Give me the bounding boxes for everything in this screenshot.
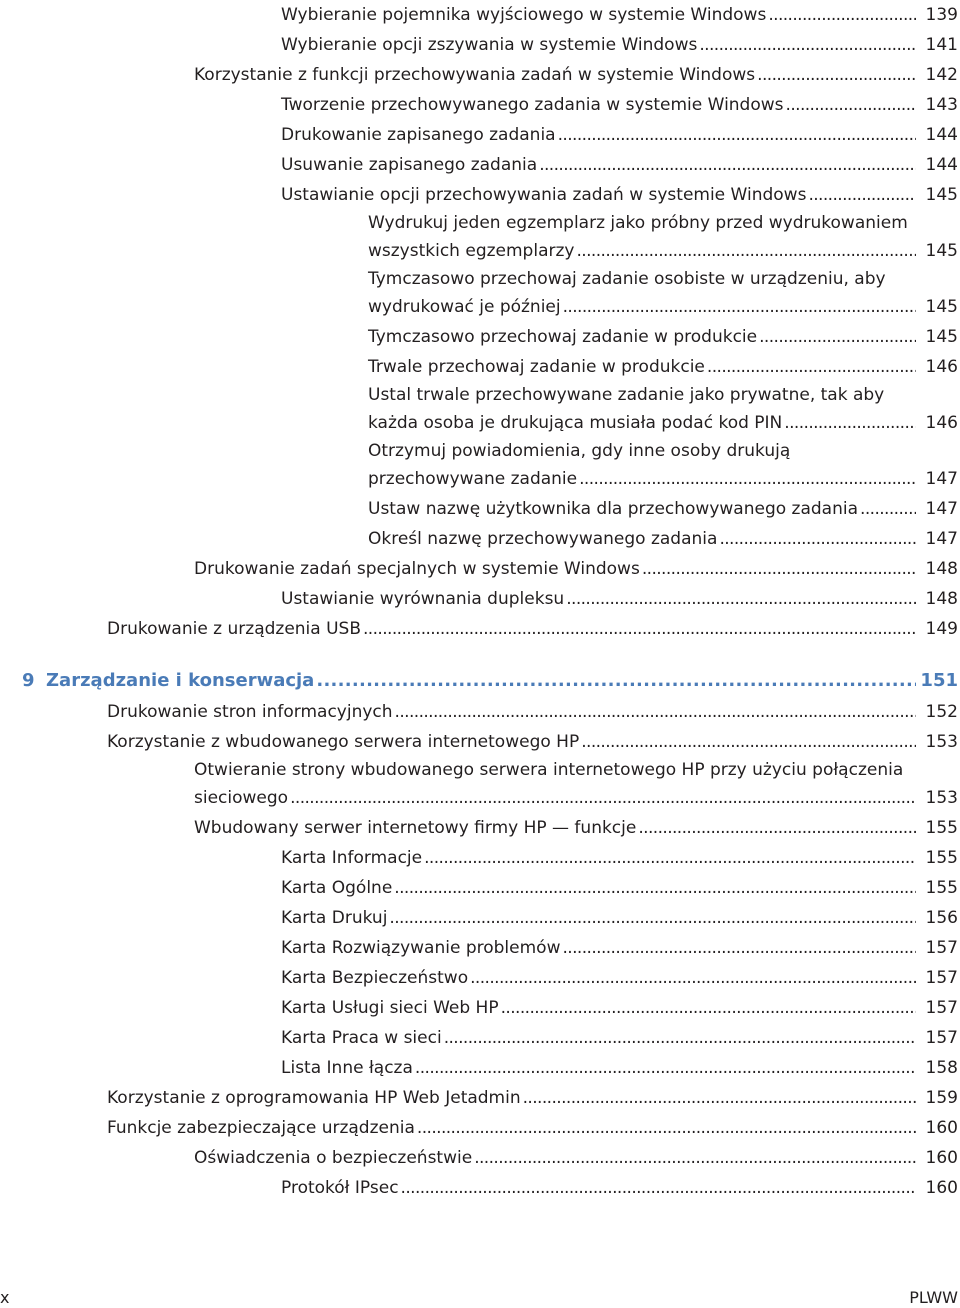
dot-leader [523,1083,916,1113]
toc-page-number: 141 [925,35,958,55]
toc-entry[interactable] [0,322,960,352]
toc-entry[interactable] [0,933,960,963]
dot-leader [784,409,916,438]
toc-entry-title: Karta Bezpieczeństwo [281,968,469,988]
toc-page-number: 160 [925,1178,958,1198]
dot-leader [759,322,916,352]
toc-entry-title: Protokół IPsec [281,1178,399,1198]
dot-leader [719,524,916,554]
toc-entry[interactable] [0,352,960,382]
dot-leader [707,352,916,382]
toc-page-number: 160 [925,1148,958,1168]
toc-page-number: 145 [925,185,958,205]
toc-entry-title: Drukowanie zadań specjalnych w systemie Windows [194,559,640,579]
toc-entry[interactable] [0,90,960,120]
dot-leader [638,813,916,843]
toc-page-number: 145 [925,241,958,261]
toc-entry[interactable] [0,150,960,180]
dot-leader [566,584,916,614]
dot-leader [757,60,916,90]
dot-leader [290,784,916,813]
toc-chapter-heading[interactable] [0,665,960,697]
toc-entry-title: Karta Rozwiązywanie problemów [281,938,561,958]
toc-page-number: 152 [925,702,958,722]
toc-page-number: 158 [925,1058,958,1078]
dot-leader [395,697,916,727]
toc-entry[interactable] [0,494,960,524]
dot-leader [860,494,916,524]
footer-document-code: PLWW [909,1288,958,1307]
toc-entry[interactable] [0,60,960,90]
toc-entry[interactable] [0,697,960,727]
toc-entry-title: Ustaw nazwę użytkownika dla przechowywanego zadania [368,499,859,519]
dot-leader [501,993,916,1023]
toc-page-number: 153 [925,788,958,808]
toc-page-number: 146 [925,413,958,433]
toc-page-number: 148 [925,589,958,609]
dot-leader [642,554,916,584]
dot-leader [444,1023,916,1053]
toc-entry[interactable] [0,1083,960,1113]
dot-leader [699,30,916,60]
toc-entry[interactable] [0,614,960,644]
toc-entry[interactable] [0,554,960,584]
toc-entry-title: wydrukować je później [368,297,561,317]
toc-entry-title: Korzystanie z wbudowanego serwera internetowego HP [107,732,580,752]
toc-entry[interactable] [0,210,960,266]
toc-entry[interactable] [0,524,960,554]
toc-page-number: 147 [925,469,958,489]
toc-page-number: 145 [925,327,958,347]
toc-page-number: 148 [925,559,958,579]
dot-leader [474,1143,916,1173]
toc-entry[interactable] [0,382,960,438]
toc-page-number: 144 [925,155,958,175]
toc-entry-title-first-line: Otrzymuj powiadomienia, gdy inne osoby drukują [368,441,791,461]
toc-entry[interactable] [0,843,960,873]
toc-page-number: 155 [925,818,958,838]
toc-entry-title: Wbudowany serwer internetowy firmy HP — funkcje [194,818,637,838]
toc-page-number: 144 [925,125,958,145]
dot-leader [581,727,916,757]
toc-page-number: 142 [925,65,958,85]
toc-entry-title: Funkcje zabezpieczające urządzenia [107,1118,415,1138]
dot-leader [470,963,916,993]
dot-leader [401,1173,916,1203]
toc-entry-title: Wybieranie opcji zszywania w systemie Windows [281,35,698,55]
toc-entry-title: przechowywane zadanie [368,469,578,489]
footer-page-number: x [0,1288,10,1307]
toc-entry-title: Drukowanie stron informacyjnych [107,702,393,722]
toc-entry-title: Lista Inne łącza [281,1058,413,1078]
dot-leader [768,0,916,30]
toc-entry[interactable] [0,993,960,1023]
toc-entry-title: Karta Drukuj [281,908,388,928]
toc-entry-title: Karta Ogólne [281,878,393,898]
toc-entry[interactable] [0,903,960,933]
chapter-page-number: 151 [920,670,958,691]
toc-entry[interactable] [0,963,960,993]
chapter-number: 9 [22,670,35,691]
toc-entry[interactable] [0,266,960,322]
dot-leader [558,120,916,150]
toc-entry-title: Drukowanie z urządzenia USB [107,619,361,639]
toc-entry-title: Korzystanie z funkcji przechowywania zadań w systemie Windows [194,65,756,85]
toc-page-number: 157 [925,998,958,1018]
toc-entry-title: Wybieranie pojemnika wyjściowego w systemie Windows [281,5,767,25]
dot-leader [562,933,916,963]
toc-page-number: 147 [925,499,958,519]
toc-entry-title: Trwale przechowaj zadanie w produkcie [368,357,705,377]
toc-entry[interactable] [0,1173,960,1203]
toc-page-number: 147 [925,529,958,549]
dot-leader [389,903,916,933]
toc-entry-title: Oświadczenia o bezpieczeństwie [194,1148,473,1168]
dot-leader [563,293,916,322]
toc-entry-title: Korzystanie z oprogramowania HP Web Jetadmin [107,1088,521,1108]
toc-entry-title-first-line: Wydrukuj jeden egzemplarz jako próbny przed wydrukowaniem [368,213,908,233]
toc-entry-title: każda osoba je drukująca musiała podać kod PIN [368,413,783,433]
toc-entry-title: Karta Usługi sieci Web HP [281,998,499,1018]
toc-page-number: 160 [925,1118,958,1138]
toc-page-number: 143 [925,95,958,115]
toc-entry[interactable] [0,1023,960,1053]
dot-leader [415,1053,916,1083]
dot-leader [363,614,916,644]
dot-leader [417,1113,916,1143]
toc-entry-title-first-line: Ustal trwale przechowywane zadanie jako prywatne, tak aby [368,385,885,405]
dot-leader [579,465,916,494]
toc-entry[interactable] [0,584,960,614]
toc-entry-title: Drukowanie zapisanego zadania [281,125,556,145]
toc-page-number: 159 [925,1088,958,1108]
toc-entry[interactable] [0,30,960,60]
dot-leader [424,843,916,873]
dot-leader [786,90,916,120]
dot-leader [808,180,916,210]
toc-entry[interactable] [0,873,960,903]
toc-entry[interactable] [0,1143,960,1173]
dot-leader [316,665,916,697]
toc-entry-title: Karta Informacje [281,848,423,868]
toc-page-number: 153 [925,732,958,752]
toc-entry-title: Karta Praca w sieci [281,1028,442,1048]
toc-page-number: 157 [925,938,958,958]
toc-entry-title: Ustawianie wyrównania dupleksu [281,589,565,609]
toc-entry-title-first-line: Tymczasowo przechowaj zadanie osobiste w urządzeniu, aby [368,269,886,289]
toc-entry[interactable] [0,757,960,813]
chapter-title: Zarządzanie i konserwacja [46,670,315,691]
toc-page-number: 155 [925,878,958,898]
toc-entry[interactable] [0,813,960,843]
dot-leader [539,150,916,180]
dot-leader [576,237,916,266]
dot-leader [394,873,916,903]
toc-entry-title-first-line: Otwieranie strony wbudowanego serwera internetowego HP przy użyciu połączenia [194,760,904,780]
toc-entry[interactable] [0,1113,960,1143]
toc-entry[interactable] [0,727,960,757]
toc-page-number: 156 [925,908,958,928]
toc-entry-title: Tymczasowo przechowaj zadanie w produkcie [368,327,758,347]
toc-page-number: 145 [925,297,958,317]
toc-page-number: 146 [925,357,958,377]
toc-entry-title: Usuwanie zapisanego zadania [281,155,538,175]
toc-entry-title: wszystkich egzemplarzy [368,241,575,261]
toc-entry-title: sieciowego [194,788,289,808]
toc-entry[interactable] [0,1053,960,1083]
toc-entry[interactable] [0,180,960,210]
toc-entry-title: Określ nazwę przechowywanego zadania [368,529,718,549]
toc-entry[interactable] [0,0,960,30]
toc-page-number: 157 [925,1028,958,1048]
toc-page-number: 155 [925,848,958,868]
toc-page-number: 139 [925,5,958,25]
toc-entry-title: Ustawianie opcji przechowywania zadań w systemie Windows [281,185,807,205]
toc-entry[interactable] [0,120,960,150]
toc-entry[interactable] [0,438,960,494]
toc-page-number: 157 [925,968,958,988]
toc-entry-title: Tworzenie przechowywanego zadania w systemie Windows [281,95,784,115]
toc-page-number: 149 [925,619,958,639]
